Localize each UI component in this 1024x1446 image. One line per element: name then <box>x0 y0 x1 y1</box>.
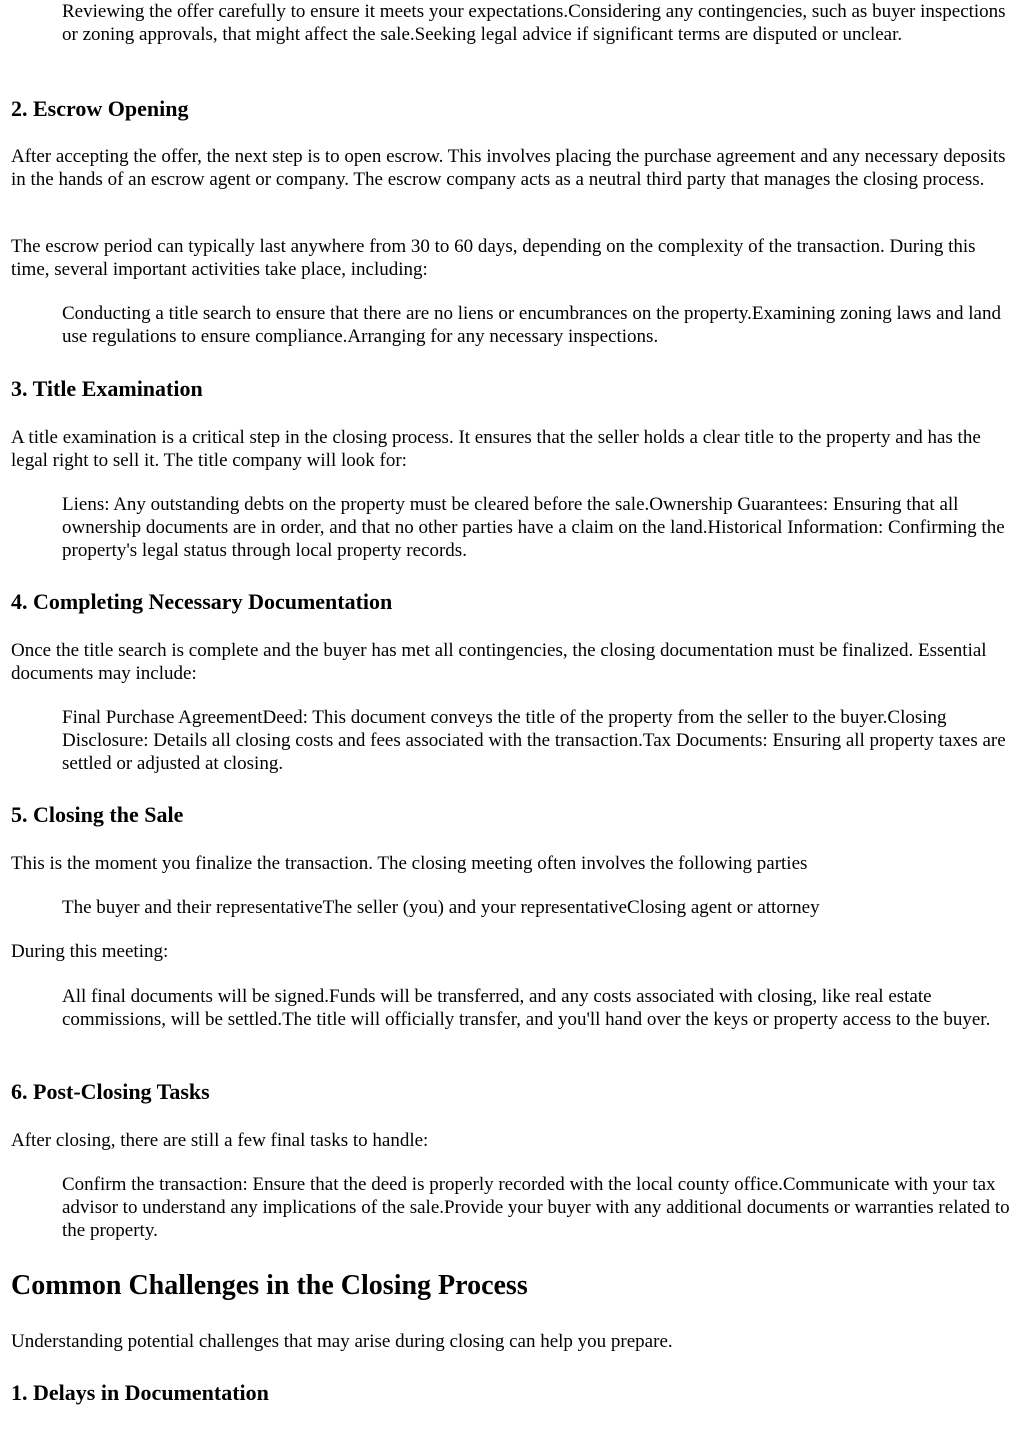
section-heading-post-closing: 6. Post-Closing Tasks <box>11 1079 210 1104</box>
section-heading-delays-documentation: 1. Delays in Documentation <box>11 1380 269 1405</box>
section-heading-title-examination: 3. Title Examination <box>11 376 203 401</box>
offer-review-list: Reviewing the offer carefully to ensure it meets your expectations.Considering any contingencies, such as buyer inspections or zoning approvals, that might affect the sale.Seeking legal advice if significant terms are disputed or unclear. <box>62 1 1006 45</box>
section-heading-escrow-opening: 2. Escrow Opening <box>11 96 189 121</box>
meeting-actions-list: All final documents will be signed.Funds will be transferred, and any costs associated with closing, like real estate commissions, will be settled.The title will officially transfer, and you'll hand over the keys or property access to the buyer. <box>62 986 991 1030</box>
documentation-list: Final Purchase AgreementDeed: This document conveys the title of the property from the seller to the buyer.Closing Disclosure: Details all closing costs and fees associated with the transaction.Tax Documents: Ensuring all property taxes are settled or adjusted at closing. <box>62 707 1006 774</box>
documentation-paragraph: Once the title search is complete and the buyer has met all contingencies, the closing documentation must be finalized. Essential documents may include: <box>11 640 987 684</box>
challenges-heading: Common Challenges in the Closing Process <box>11 1270 528 1301</box>
post-closing-list: Confirm the transaction: Ensure that the deed is properly recorded with the local county office.Communicate with your tax advisor to understand any implications of the sale.Provide your buyer with any additional documents or warranties related to the property. <box>62 1174 1010 1241</box>
section-heading-closing-sale: 5. Closing the Sale <box>11 802 184 827</box>
title-examination-list: Liens: Any outstanding debts on the property must be cleared before the sale.Ownership Guarantees: Ensuring that all ownership documents are in order, and that no other parties have a claim on the land.Historical Information: Confirming the property's legal status through local property records. <box>62 494 1005 561</box>
section-heading-documentation: 4. Completing Necessary Documentation <box>11 589 393 614</box>
escrow-paragraph-1: After accepting the offer, the next step is to open escrow. This involves placing the purchase agreement and any necessary deposits in the hands of an escrow agent or company. The escrow company acts as a neutral third party that manages the closing process. <box>11 146 1006 190</box>
closing-parties-list: The buyer and their representativeThe seller (you) and your representativeClosing agent or attorney <box>62 897 820 918</box>
escrow-paragraph-2: The escrow period can typically last anywhere from 30 to 60 days, depending on the complexity of the transaction. During this time, several important activities take place, including: <box>11 236 976 280</box>
closing-sale-paragraph: This is the moment you finalize the transaction. The closing meeting often involves the following parties <box>11 853 808 874</box>
challenges-intro: Understanding potential challenges that may arise during closing can help you prepare. <box>11 1331 673 1352</box>
post-closing-paragraph: After closing, there are still a few final tasks to handle: <box>11 1130 429 1151</box>
during-meeting-paragraph: During this meeting: <box>11 941 169 962</box>
escrow-activities-list: Conducting a title search to ensure that there are no liens or encumbrances on the property.Examining zoning laws and land use regulations to ensure compliance.Arranging for any necessary inspections. <box>62 303 1001 347</box>
title-examination-paragraph: A title examination is a critical step in the closing process. It ensures that the seller holds a clear title to the property and has the legal right to sell it. The title company will look for: <box>11 427 981 471</box>
